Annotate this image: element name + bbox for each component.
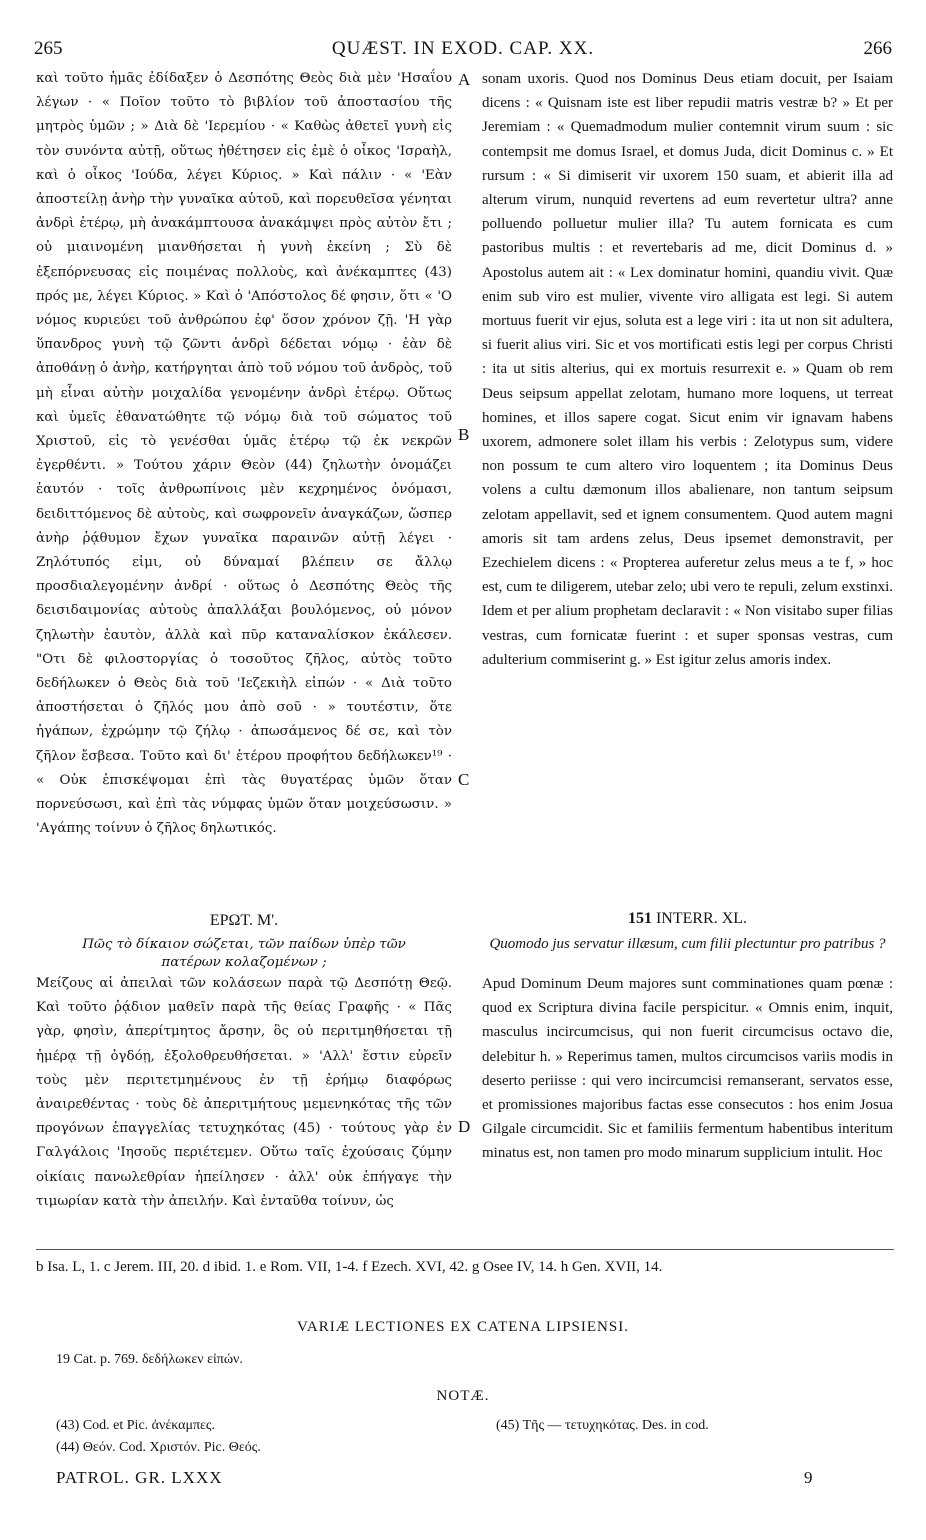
margin-marker-b: B bbox=[458, 425, 470, 444]
latin-paragraph: sonam uxoris. Quod nos Dominus Deus etiam docuit, per Isaiam dicens : « Quisnam iste est liber repudii matris vestræ b? » Et per Jeremiam : « Quemadmodum mulier contemnit virum suum : sic contempsit me domus Israel, et domus Juda, dicit Dominus c. » Et rursum : « Si dimiserit vir uxorem 150 suam, et abierit illa ad alterum virum, nunquid revertens ad eum revertetur ultra? anne polluendo polluetur mulier illa? Tu autem fornicata es cum pastoribus multis : et revertebaris ad me, dicit Dominus d. » Apostolus autem ait : « Lex dominatur homini, quandiu vivit. Quæ enim sub viro est mulier, vivente viro alligata est legi. Si autem mortuus fuerit vir ejus, soluta est a lege viri : ita ut non sit adultera, si fuerit alius viri. Sic et vos mortificati estis legi per corpus Christi : ita ut sitis alterius, qui ex mortuis resurrexit e. » Quam ob rem Deus seipsum appellat zelotam, humano more loquens, ut terreat homines, et illos sapere cogat. Sicut enim vir ignavam habens uxorem, admonere solet illam his verbis : Zelotypus sum, videre non possum te cum altero viro loquentem ; ita Dominus Deus volens a cultu dæmonum illos abalienare, non tantum seipsum zelotam appellavit, sed et ignem consumentem. Quod autem magni amoris sit tam ardens zelus, Deus ipsemet demonstravit, per Ezechielem dicens : « Propterea auferetur zelus meus a te f, » hoc est, cum te diligerem, utebar zelo; ubi vero te repuli, zelum exstinxi. Idem et per alium prophetam declaravit : « Non visitabo super filias vestras, cum fornicatæ fuerint : et super sponsas vestras, cum adulterium commiserint g. » Est igitur zelus amoris index. bbox=[482, 71, 893, 668]
greek-section-heading: ΕΡΩΤ. Μ'. bbox=[209, 912, 279, 929]
greek-answer-text: Μείζους αἱ ἀπειλαὶ τῶν κολάσεων παρὰ τῷ Δεσπότῃ Θεῷ. Καὶ τοῦτο ῥᾴδιον μαθεῖν παρὰ τῆς θείας Γραφῆς · « Πᾶς γὰρ, φησὶν, ἀπερίτμητος ἄρσην, ὃς οὐ περιτμηθήσεται τῇ ἡμέρᾳ τῇ ὀγδόῃ, ἐξολοθρευθήσεται. » 'Αλλ' ἔστιν εὑρεῖν τοὺς μὲν περιτετμημένους ἐν τῇ ἐρήμῳ διαφόρως ἀναιρεθέντας · τοὺς δὲ ἀπεριτμήτους μεμενηκότας τῆς τῶν προγόνων ἐπαγγελίας τετυχηκότας (45) · τούτους γὰρ ἐν Γαλγάλοις 'Ιησοῦς περιέτεμεν. Οὕτω ταῖς ἐχούσαις ζύμην οἰκίαις πανωλεθρίαν ἠπείλησεν · ἀλλ' οὐκ ἐπήγαγε τὴν τιμωρίαν κατὰ τὴν ἀπειλήν. Καὶ ἐνταῦθα τοίνυν, ὡς bbox=[36, 976, 452, 1209]
note-45: (45) Τῆς — τετυχηκότας. Des. in cod. bbox=[496, 1418, 709, 1433]
greek-answer bbox=[36, 972, 452, 1214]
note-43: (43) Cod. et Pic. ἀνέκαμπες. bbox=[56, 1418, 215, 1433]
footer-patrol: PATROL. GR. LXXX bbox=[56, 1468, 223, 1487]
variae-heading: VARIÆ LECTIONES EX CATENA LIPSIENSI. bbox=[297, 1319, 629, 1335]
latin-section-heading bbox=[482, 910, 893, 928]
greek-paragraph: καὶ τοῦτο ἡμᾶς ἐδίδαξεν ὁ Δεσπότης Θεὸς διὰ μὲν 'Ησαΐου λέγων · « Ποῖον τοῦτο τὸ βιβλίον τοῦ ἀποστασίου τῆς μητρὸς ὑμῶν ; » Διὰ δὲ 'Ιερεμίου · « Καθὼς ἀθετεῖ γυνὴ εἰς τὸν συνόντα αὐτῇ, οὕτως ἠθέτησεν εἰς ἐμὲ ὁ οἶκος 'Ισραὴλ, καὶ ὁ οἶκος 'Ιούδα, λέγει Κύριος. » Καὶ πάλιν · « 'Εὰν ἀποστείλῃ ἀνὴρ τὴν γυναῖκα αὑτοῦ, καὶ πορευθεῖσα γένηται ἀνδρὶ ἑτέρῳ, μὴ ἀνακάμπτουσα ἀνακάμψει πρὸς αὐτὸν ἔτι ; οὐ μιαινομένη μιανθήσεται ἡ γυνὴ ἐκείνη ; Σὺ δὲ ἐξεπόρνευσας εἰς ποιμένας πολλοὺς, καὶ ἀνέκαμπτες (43) πρός με, λέγει Κύριος. » Καὶ ὁ 'Απόστολος δέ φησιν, ὅτι « 'Ο νόμος κυριεύει τοῦ ἀνθρώπου ἐφ' ὅσον χρόνον ζῇ. 'Η γὰρ ὕπανδρος γυνὴ τῷ ζῶντι ἀνδρὶ δέδεται νόμῳ · ἐὰν δὲ ἀποθάνῃ ὁ ἀνὴρ, κατήργηται ἀπὸ τοῦ νόμου τοῦ ἀνδρὸς, τοῦ μὴ εἶναι αὐτὴν μοιχαλίδα γενομένην ἀνδρὶ ἑτέρῳ. Οὕτως καὶ ὑμεῖς ἐθανατώθητε τῷ νόμῳ διὰ τοῦ σώματος τοῦ Χριστοῦ, εἰς τὸ γενέσθαι ὑμᾶς ἑτέρῳ τῷ ἐκ νεκρῶν ἐγερθέντι. » Τούτου χάριν Θεὸν (44) ζηλωτὴν ὀνομάζει ἑαυτόν · τοῖς ἀνθρωπίνοις μὲν κεχρημένος ὀνόμασι, δειδιττόμενος δὲ αὐτοὺς, καὶ σωφρονεῖν ἀναγκάζων, ὥσπερ ἀνὴρ ῥᾴθυμον ἔχων γυναῖκα παραινῶν αὐτῇ λέγει · Ζηλότυπός εἰμι, οὐ δύναμαί βλέπειν σε ἄλλῳ προσδιαλεγομένην ἀνδρί · οὕτως ὁ Δεσπότης Θεὸς τῆς δεισιδαιμονίας αὐτοὺς ἀπαλλάξαι βουλόμενος, οὐ μόνον ζηλωτὴν ἑαυτὸν, ἀλλὰ καὶ πῦρ καταναλίσκον ἐκάλεσεν. "Οτι δὲ φιλοστοργίας ὁ τοσοῦτος ζῆλος, αὐτὸς τοῦτο δεδήλωκεν ὁ Θεὸς διὰ τοῦ 'Ιεζεκιὴλ εἰπών · « Διὰ τοῦτο ἀποστήσεται ὁ ζῆλός μου ἀπὸ σοῦ · » τουτέστιν, ὅτε ἠγάπων, ἐχρώμην τῷ ζήλῳ · ἀπωσάμενος δέ σε, καὶ τὸν ζῆλον ἔσβεσα. Τοῦτο καὶ δι' ἑτέρου προφήτου δεδήλωκεν¹⁹ · « Οὐκ ἐπισκέψομαι ἐπὶ τὰς θυγατέρας ὑμῶν ὅταν πορνεύσωσι, καὶ ἐπὶ τὰς νύμφας ὑμῶν ὅταν μοιχεύσωσιν. » 'Αγάπης τοίνυν ὁ ζῆλος δηλωτικός. bbox=[36, 71, 452, 837]
margin-marker-c: C bbox=[458, 770, 470, 789]
latin-question: Quomodo jus servatur illæsum, cum filii plectuntur pro patribus ? bbox=[489, 936, 886, 952]
footnotes: b Isa. L, 1. c Jerem. III, 20. d ibid. 1. e Rom. VII, 1-4. f Ezech. XVI, 42. g Osee IV, 14. h Gen. XVII, 14. bbox=[36, 1259, 663, 1275]
latin-column-top bbox=[482, 67, 893, 672]
notae-heading: NOTÆ. bbox=[436, 1388, 490, 1404]
divider bbox=[36, 1249, 894, 1250]
page-number-right: 266 bbox=[863, 38, 892, 59]
variae-item: 19 Cat. p. 769. δεδήλωκεν εἰπών. bbox=[56, 1352, 243, 1367]
latin-section-title: INTERR. XL. bbox=[655, 910, 748, 927]
footer-signature: 9 bbox=[804, 1468, 814, 1487]
margin-marker-a: A bbox=[458, 70, 471, 89]
running-title: QUÆST. IN EXOD. CAP. XX. bbox=[331, 38, 595, 59]
margin-marker-d: D bbox=[458, 1117, 471, 1136]
latin-section-number: 151 bbox=[627, 910, 652, 927]
latin-answer bbox=[482, 972, 893, 1166]
note-44: (44) Θεόν. Cod. Χριστόν. Pic. Θεός. bbox=[56, 1440, 261, 1455]
greek-question: Πῶς τὸ δίκαιον σώζεται, τῶν παίδων ὑπὲρ τῶν πατέρων κολαζομένων ; bbox=[82, 937, 406, 970]
running-header bbox=[34, 38, 892, 62]
latin-answer-text: Apud Dominum Deum majores sunt comminationes quam pœnæ : quod ex Scriptura divina facile perspicitur. « Omnis enim, inquit, masculus incircumcisus, qui non fuerit circumcisus octavo die, delebitur h. » Reperimus tamen, multos circumcisos variis modis in deserto periisse : qui vero incircumcisi remanserant, servatos esse, et promissiones majoribus factas esse consecutos : hos enim Josua Gilgale circumcidit. Sic et familiis fermentum habentibus interitum minatus est, non tamen pro modo minarum supplicium intulit. Hoc bbox=[482, 976, 893, 1162]
page-number-left: 265 bbox=[34, 38, 63, 59]
greek-column-top bbox=[36, 67, 452, 842]
